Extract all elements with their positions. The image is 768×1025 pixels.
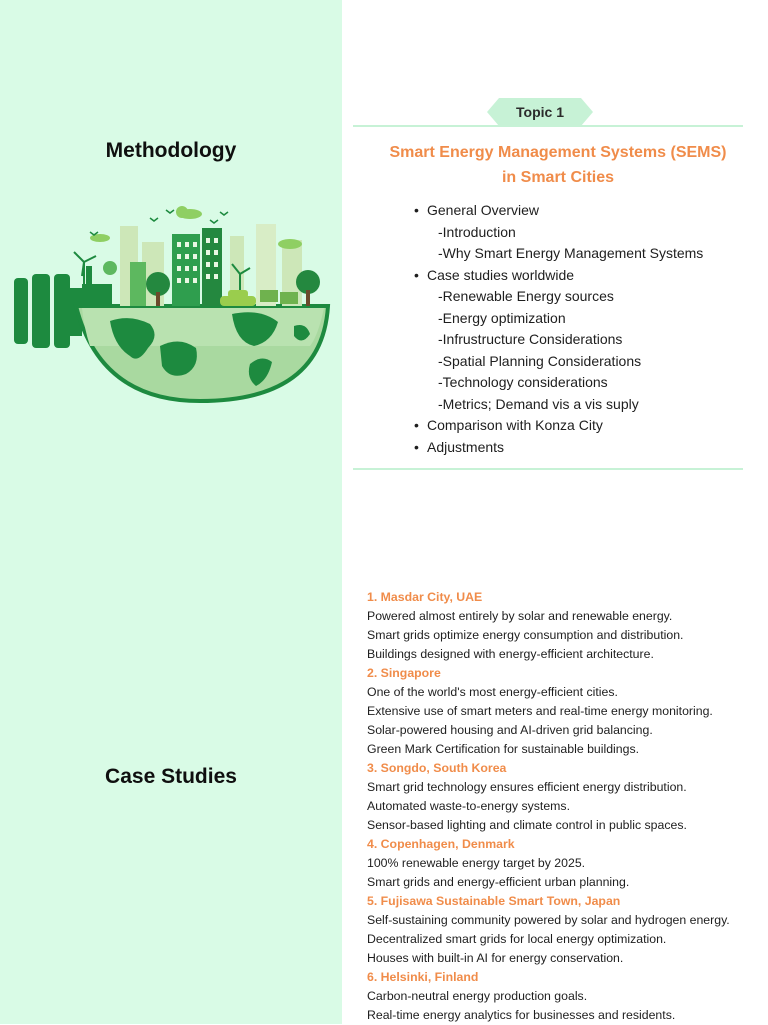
case-study-point: One of the world's most energy-efficient cities.	[367, 685, 618, 699]
outline-sub-item: -Renewable Energy sources	[438, 288, 614, 304]
case-study-point: Carbon-neutral energy production goals.	[367, 989, 588, 1003]
topic-tag	[487, 98, 593, 126]
case-study-point: Solar-powered housing and AI-driven grid balancing.	[367, 723, 653, 737]
case-study-title: 2. Singapore	[367, 666, 441, 680]
outline-bullet-item: • General Overview	[412, 200, 752, 222]
outline-sub-item: -Introduction	[438, 223, 516, 240]
outline-sub-item: -Infrustructure Considerations	[438, 331, 623, 347]
case-study-title: 3. Songdo, South Korea	[367, 761, 507, 775]
topic-title-line-2: in Smart Cities	[501, 169, 615, 186]
outline-sub-item: -Spatial Planning Considerations	[438, 352, 642, 369]
outline-sub-item: -Technology considerations	[438, 374, 608, 390]
case-study-title: 5. Fujisawa Sustainable Smart Town, Japan	[367, 894, 621, 908]
case-study-point: Buildings designed with energy-efficient architecture.	[367, 647, 654, 661]
case-study-point: Sensor-based lighting and climate control in public spaces.	[367, 818, 687, 832]
case-study-point: Real-time energy analytics for businesses and residents.	[367, 1008, 676, 1022]
case-study-title: 6. Helsinki, Finland	[367, 970, 479, 984]
outline-sub-item: -Energy optimization	[438, 309, 566, 326]
case-study-point: 100% renewable energy target by 2025.	[367, 856, 586, 870]
case-study-point: Green Mark Certification for sustainable buildings.	[367, 742, 640, 756]
case-studies-list	[367, 588, 762, 1025]
topic-title-line-1: Smart Energy Management Systems (SEMS)	[389, 144, 727, 161]
topic-title	[353, 140, 763, 190]
case-study-point: Smart grids optimize energy consumption and distribution.	[367, 628, 684, 642]
methodology-heading: Methodology	[105, 139, 237, 162]
case-study-point: Powered almost entirely by solar and renewable energy.	[367, 609, 673, 623]
outline-sub-item: -Metrics; Demand vis a vis suply	[438, 395, 639, 412]
outline-bullet-item: • Comparison with Konza City	[412, 415, 752, 437]
case-study-point: Smart grids and energy-efficient urban planning.	[367, 875, 630, 889]
case-study-point: Self-sustaining community powered by solar and hydrogen energy.	[367, 913, 730, 927]
case-study-point: Extensive use of smart meters and real-time energy monitoring.	[367, 704, 713, 718]
topic-label: Topic 1	[516, 104, 564, 120]
case-study-title: 1. Masdar City, UAE	[367, 590, 483, 604]
case-study-title: 4. Copenhagen, Denmark	[367, 837, 515, 851]
outline-bullet-item: • Case studies worldwide	[412, 265, 752, 287]
case-study-point: Automated waste-to-energy systems.	[367, 799, 570, 813]
case-study-point: Houses with built-in AI for energy conservation.	[367, 951, 624, 965]
methodology-outline	[412, 200, 752, 458]
green-city-lightbulb-icon	[10, 196, 340, 416]
case-studies-side-panel	[0, 543, 342, 1024]
case-studies-heading: Case Studies	[105, 765, 237, 788]
top-divider	[353, 125, 743, 127]
outline-bullet-item: • Adjustments	[412, 437, 752, 459]
outline-sub-item: -Why Smart Energy Management Systems	[438, 245, 704, 261]
bottom-divider	[353, 468, 743, 470]
case-study-point: Smart grid technology ensures efficient energy distribution.	[367, 780, 687, 794]
case-study-point: Decentralized smart grids for local energy optimization.	[367, 932, 667, 946]
